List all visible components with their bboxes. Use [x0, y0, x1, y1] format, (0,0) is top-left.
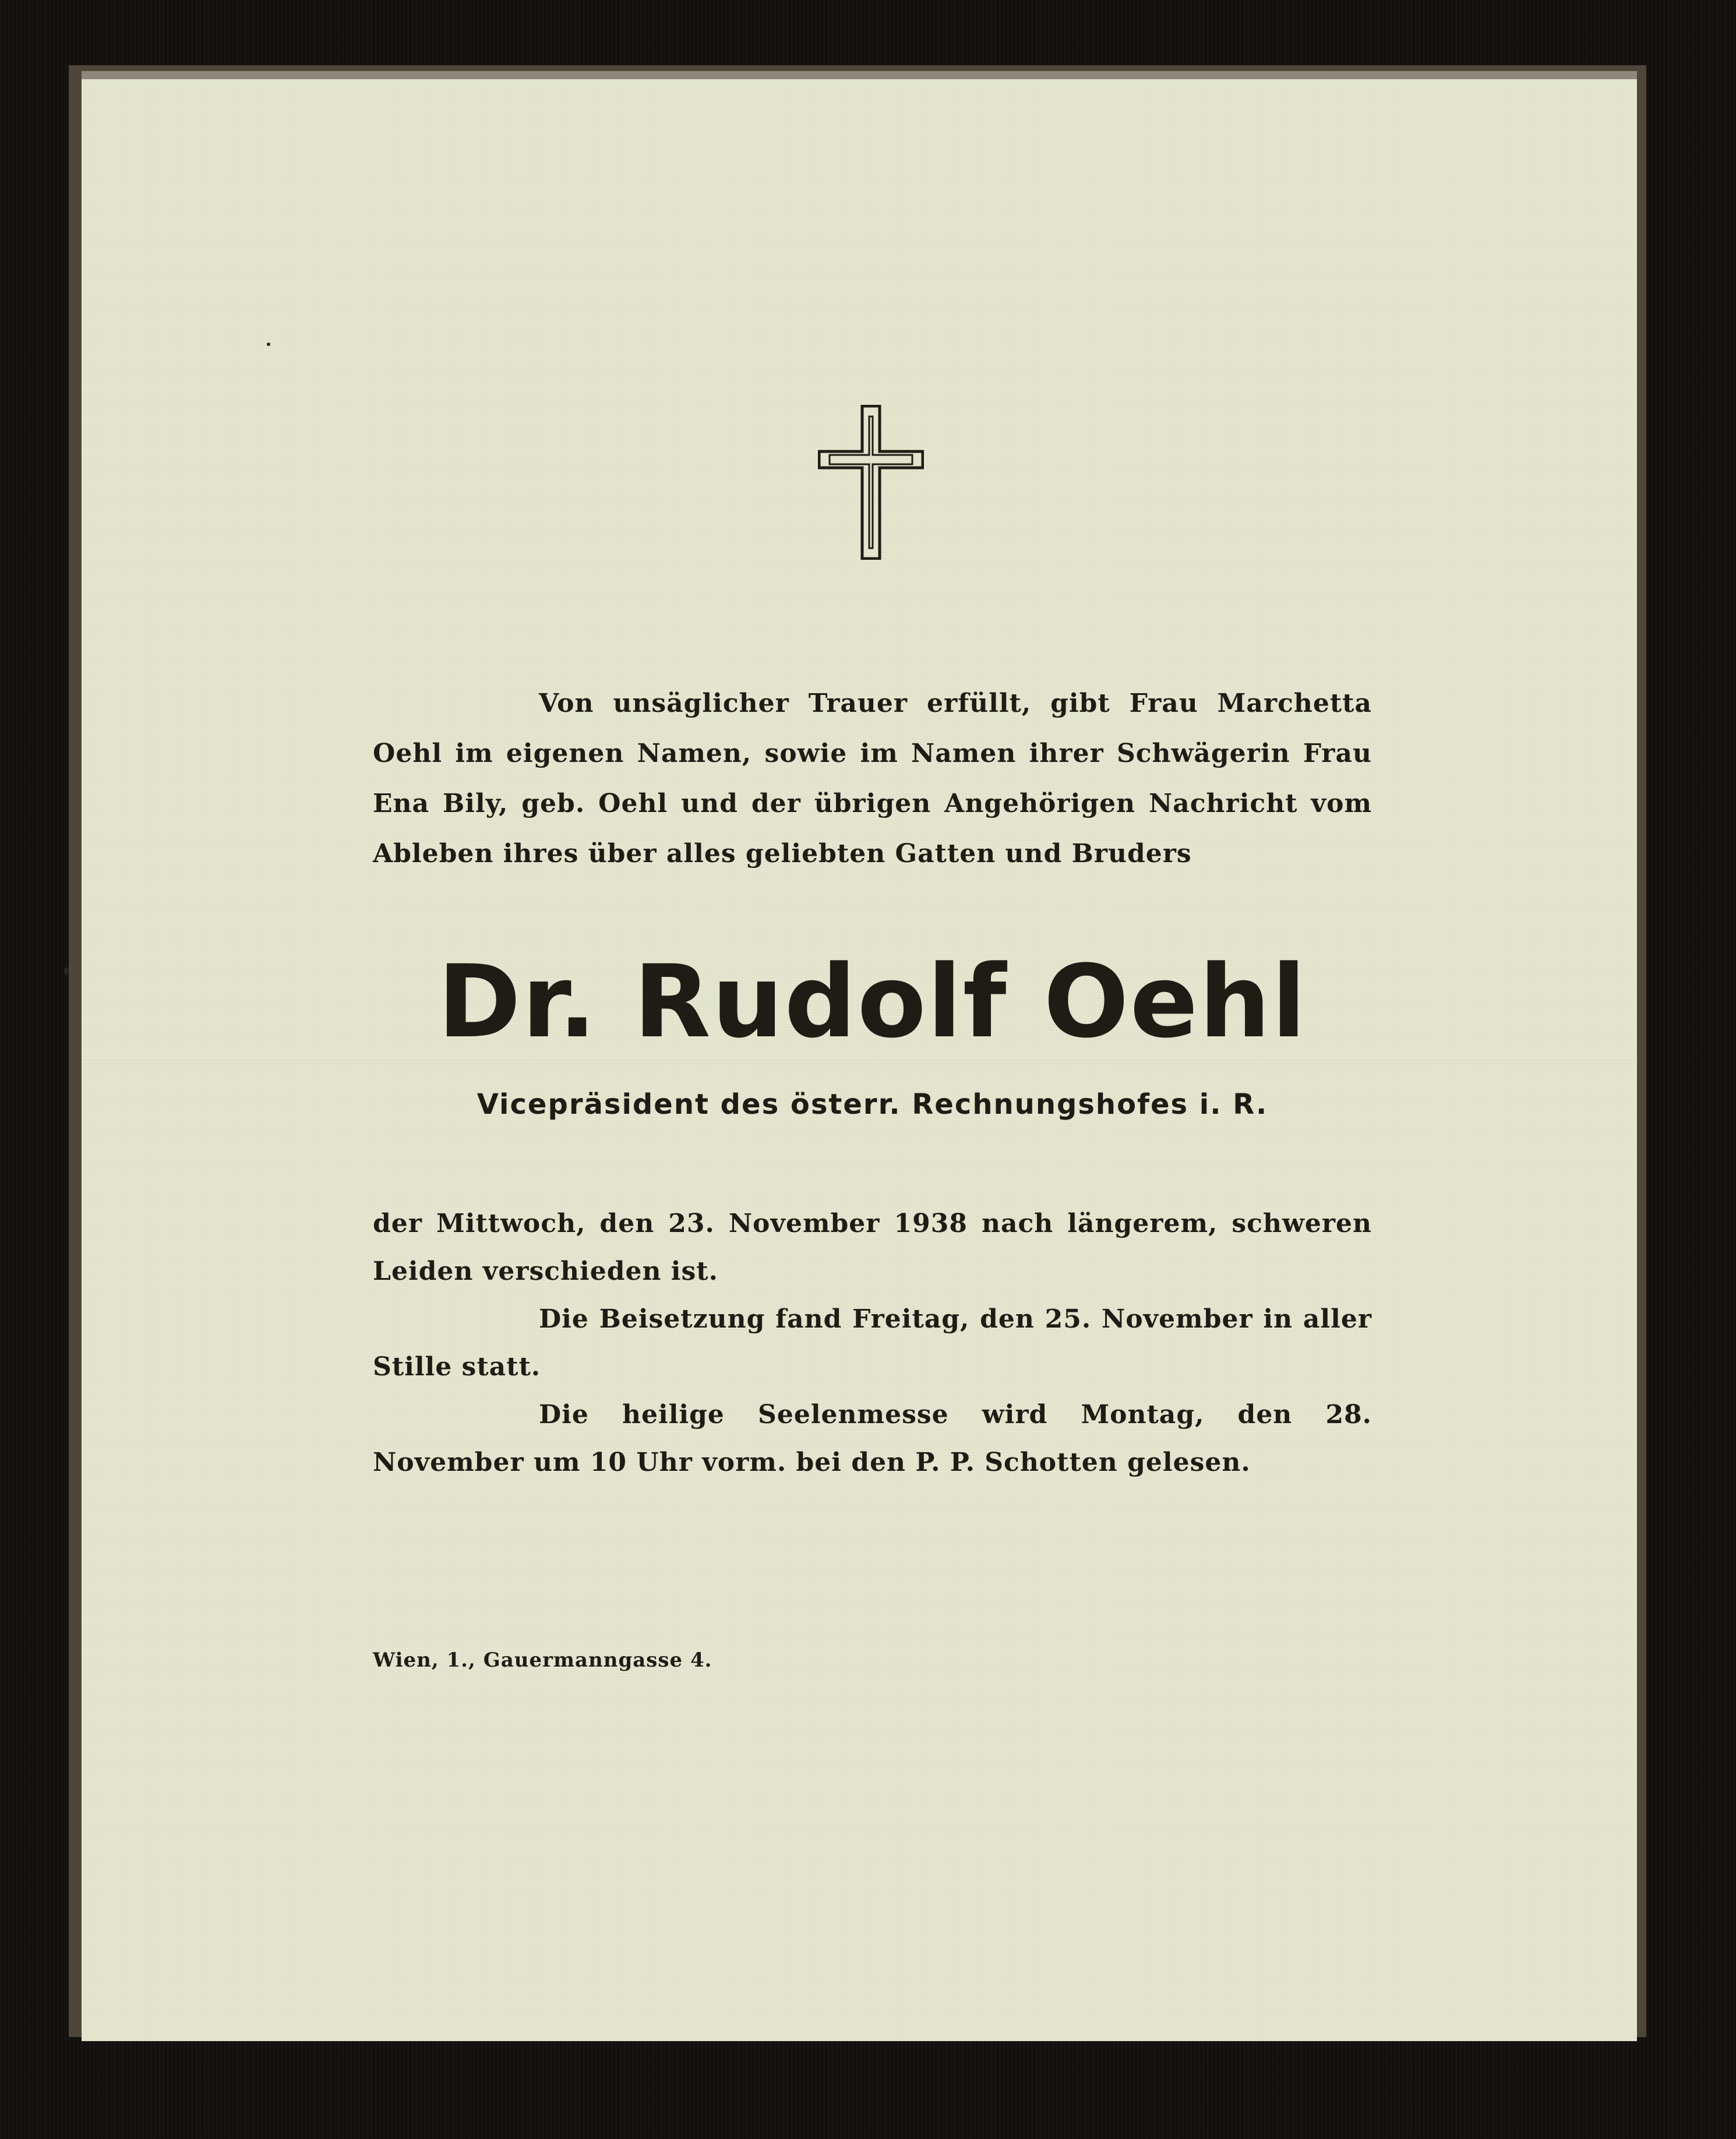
- burial-text: Die Beisetzung fand Freitag, den 25. November in aller Stille statt.: [373, 1304, 1372, 1382]
- requiem-mass-paragraph: [373, 1391, 1372, 1487]
- paper-fold-line: [82, 1060, 1637, 1064]
- deceased-title: Vicepräsident des österr. Rechnungshofes i. R.: [477, 1088, 1268, 1121]
- cross-icon: [818, 405, 924, 560]
- death-date-paragraph: der Mittwoch, den 23. November 1938 nach längerem, schweren Leiden verschieden ist.: [373, 1209, 1372, 1286]
- paper-speck: [267, 343, 270, 346]
- burial-paragraph: [373, 1296, 1372, 1391]
- requiem-mass-text: Die heilige Seelenmesse wird Montag, den 28. November um 10 Uhr vorm. bei den P. P. Schotten gelesen.: [373, 1400, 1372, 1477]
- deceased-name: Dr. Rudolf Oehl: [437, 943, 1307, 1060]
- paper-speck: [64, 967, 68, 975]
- notice-body: [373, 1200, 1372, 1487]
- intro-paragraph: [373, 679, 1372, 879]
- sender-address: Wien, 1., Gauermanngasse 4.: [373, 1649, 712, 1672]
- intro-text: Von unsäglicher Trauer erfüllt, gibt Frau Marchetta Oehl im eigenen Namen, sowie im Namen ihrer Schwägerin Frau Ena Bily, geb. Oehl und der übrigen Angehörigen Nachricht vom Ableben ihres über alles geliebten Gatten und Bruders: [373, 689, 1372, 869]
